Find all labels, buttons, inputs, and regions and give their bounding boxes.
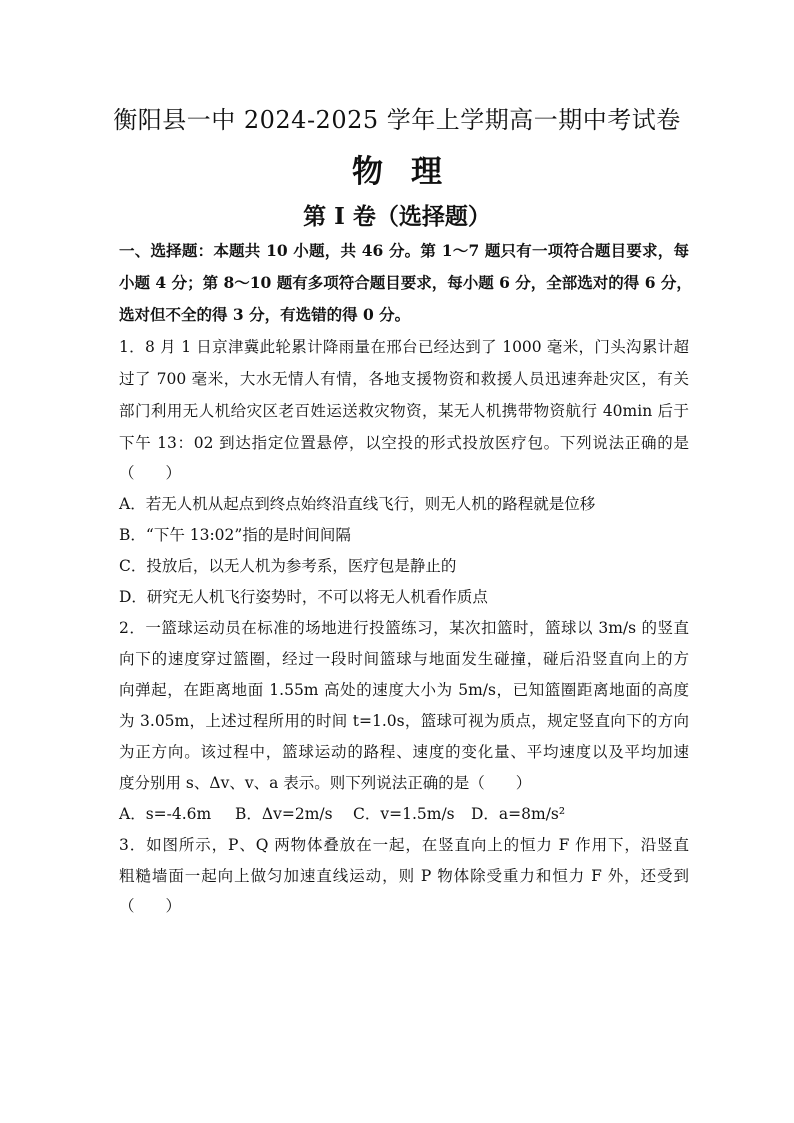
question-1-answer-bracket: （ ） xyxy=(119,464,182,482)
question-2-text: 度分别用 s、Δv、v、a 表示。则下列说法正确的是（ ） xyxy=(119,774,532,792)
question-2-option-c: C．v=1.5m/s xyxy=(353,805,455,823)
question-1-option-b: B．“下午 13:02”指的是时间间隔 xyxy=(119,526,351,544)
question-2-text: 向下的速度穿过篮圈，经过一段时间篮球与地面发生碰撞，碰后沿竖直向上的方 xyxy=(119,650,689,668)
question-2-text: 为 3.05m，上述过程所用的时间 t=1.0s，篮球可视为质点，规定竖直向下的方向 xyxy=(119,712,689,730)
question-2-option-d: D．a=8m/s² xyxy=(471,805,566,823)
question-1-text: 下午 13：02 到达指定位置悬停，以空投的形式投放医疗包。下列说法正确的是 xyxy=(119,434,689,452)
question-2-text: 为正方向。该过程中，篮球运动的路程、速度的变化量、平均速度以及平均加速 xyxy=(119,743,689,761)
section-heading: 第 I 卷（选择题） xyxy=(303,203,491,230)
subject-heading: 物理 xyxy=(352,154,470,190)
question-1-option-d: D．研究无人机飞行姿势时，不可以将无人机看作质点 xyxy=(119,588,488,606)
exam-title: 衡阳县一中 2024-2025 学年上学期高一期中考试卷 xyxy=(113,106,681,134)
question-1-text: 过了 700 毫米，大水无情人有情，各地支援物资和救援人员迅速奔赴灾区，有关 xyxy=(119,370,689,388)
question-1-option-c: C．投放后，以无人机为参考系，医疗包是静止的 xyxy=(119,557,457,575)
question-2-option-b: B．Δv=2m/s xyxy=(235,805,333,823)
question-1-text: 1．8 月 1 日京津冀此轮累计降雨量在邢台已经达到了 1000 毫米，门头沟累计超 xyxy=(119,338,689,356)
instructions-line: 一、选择题：本题共 10 小题，共 46 分。第 1～7 题只有一项符合题目要求，每 xyxy=(119,241,689,260)
question-3-text: 粗糙墙面一起向上做匀加速直线运动，则 P 物体除受重力和恒力 F 外，还受到 xyxy=(119,867,689,885)
question-3-answer-bracket: （ ） xyxy=(119,897,182,915)
instructions-line: 小题 4 分；第 8～10 题有多项符合题目要求，每小题 6 分，全部选对的得 6 分， xyxy=(119,273,692,292)
question-2-options xyxy=(119,800,689,828)
question-1-option-a: A．若无人机从起点到终点始终沿直线飞行，则无人机的路程就是位移 xyxy=(119,495,596,513)
instructions-line: 选对但不全的得 3 分，有选错的得 0 分。 xyxy=(119,305,411,324)
question-2-text: 向弹起，在距离地面 1.55m 高处的速度大小为 5m/s，已知篮圈距离地面的高度 xyxy=(119,681,689,699)
question-1-text: 部门利用无人机给灾区老百姓运送救灾物资，某无人机携带物资航行 40min 后于 xyxy=(119,402,689,420)
question-3-text: 3．如图所示，P、Q 两物体叠放在一起，在竖直向上的恒力 F 作用下，沿竖直 xyxy=(119,836,689,854)
question-2-option-a: A．s=-4.6m xyxy=(119,805,212,823)
question-2-text: 2．一篮球运动员在标准的场地进行投篮练习，某次扣篮时，篮球以 3m/s 的竖直 xyxy=(119,619,689,637)
